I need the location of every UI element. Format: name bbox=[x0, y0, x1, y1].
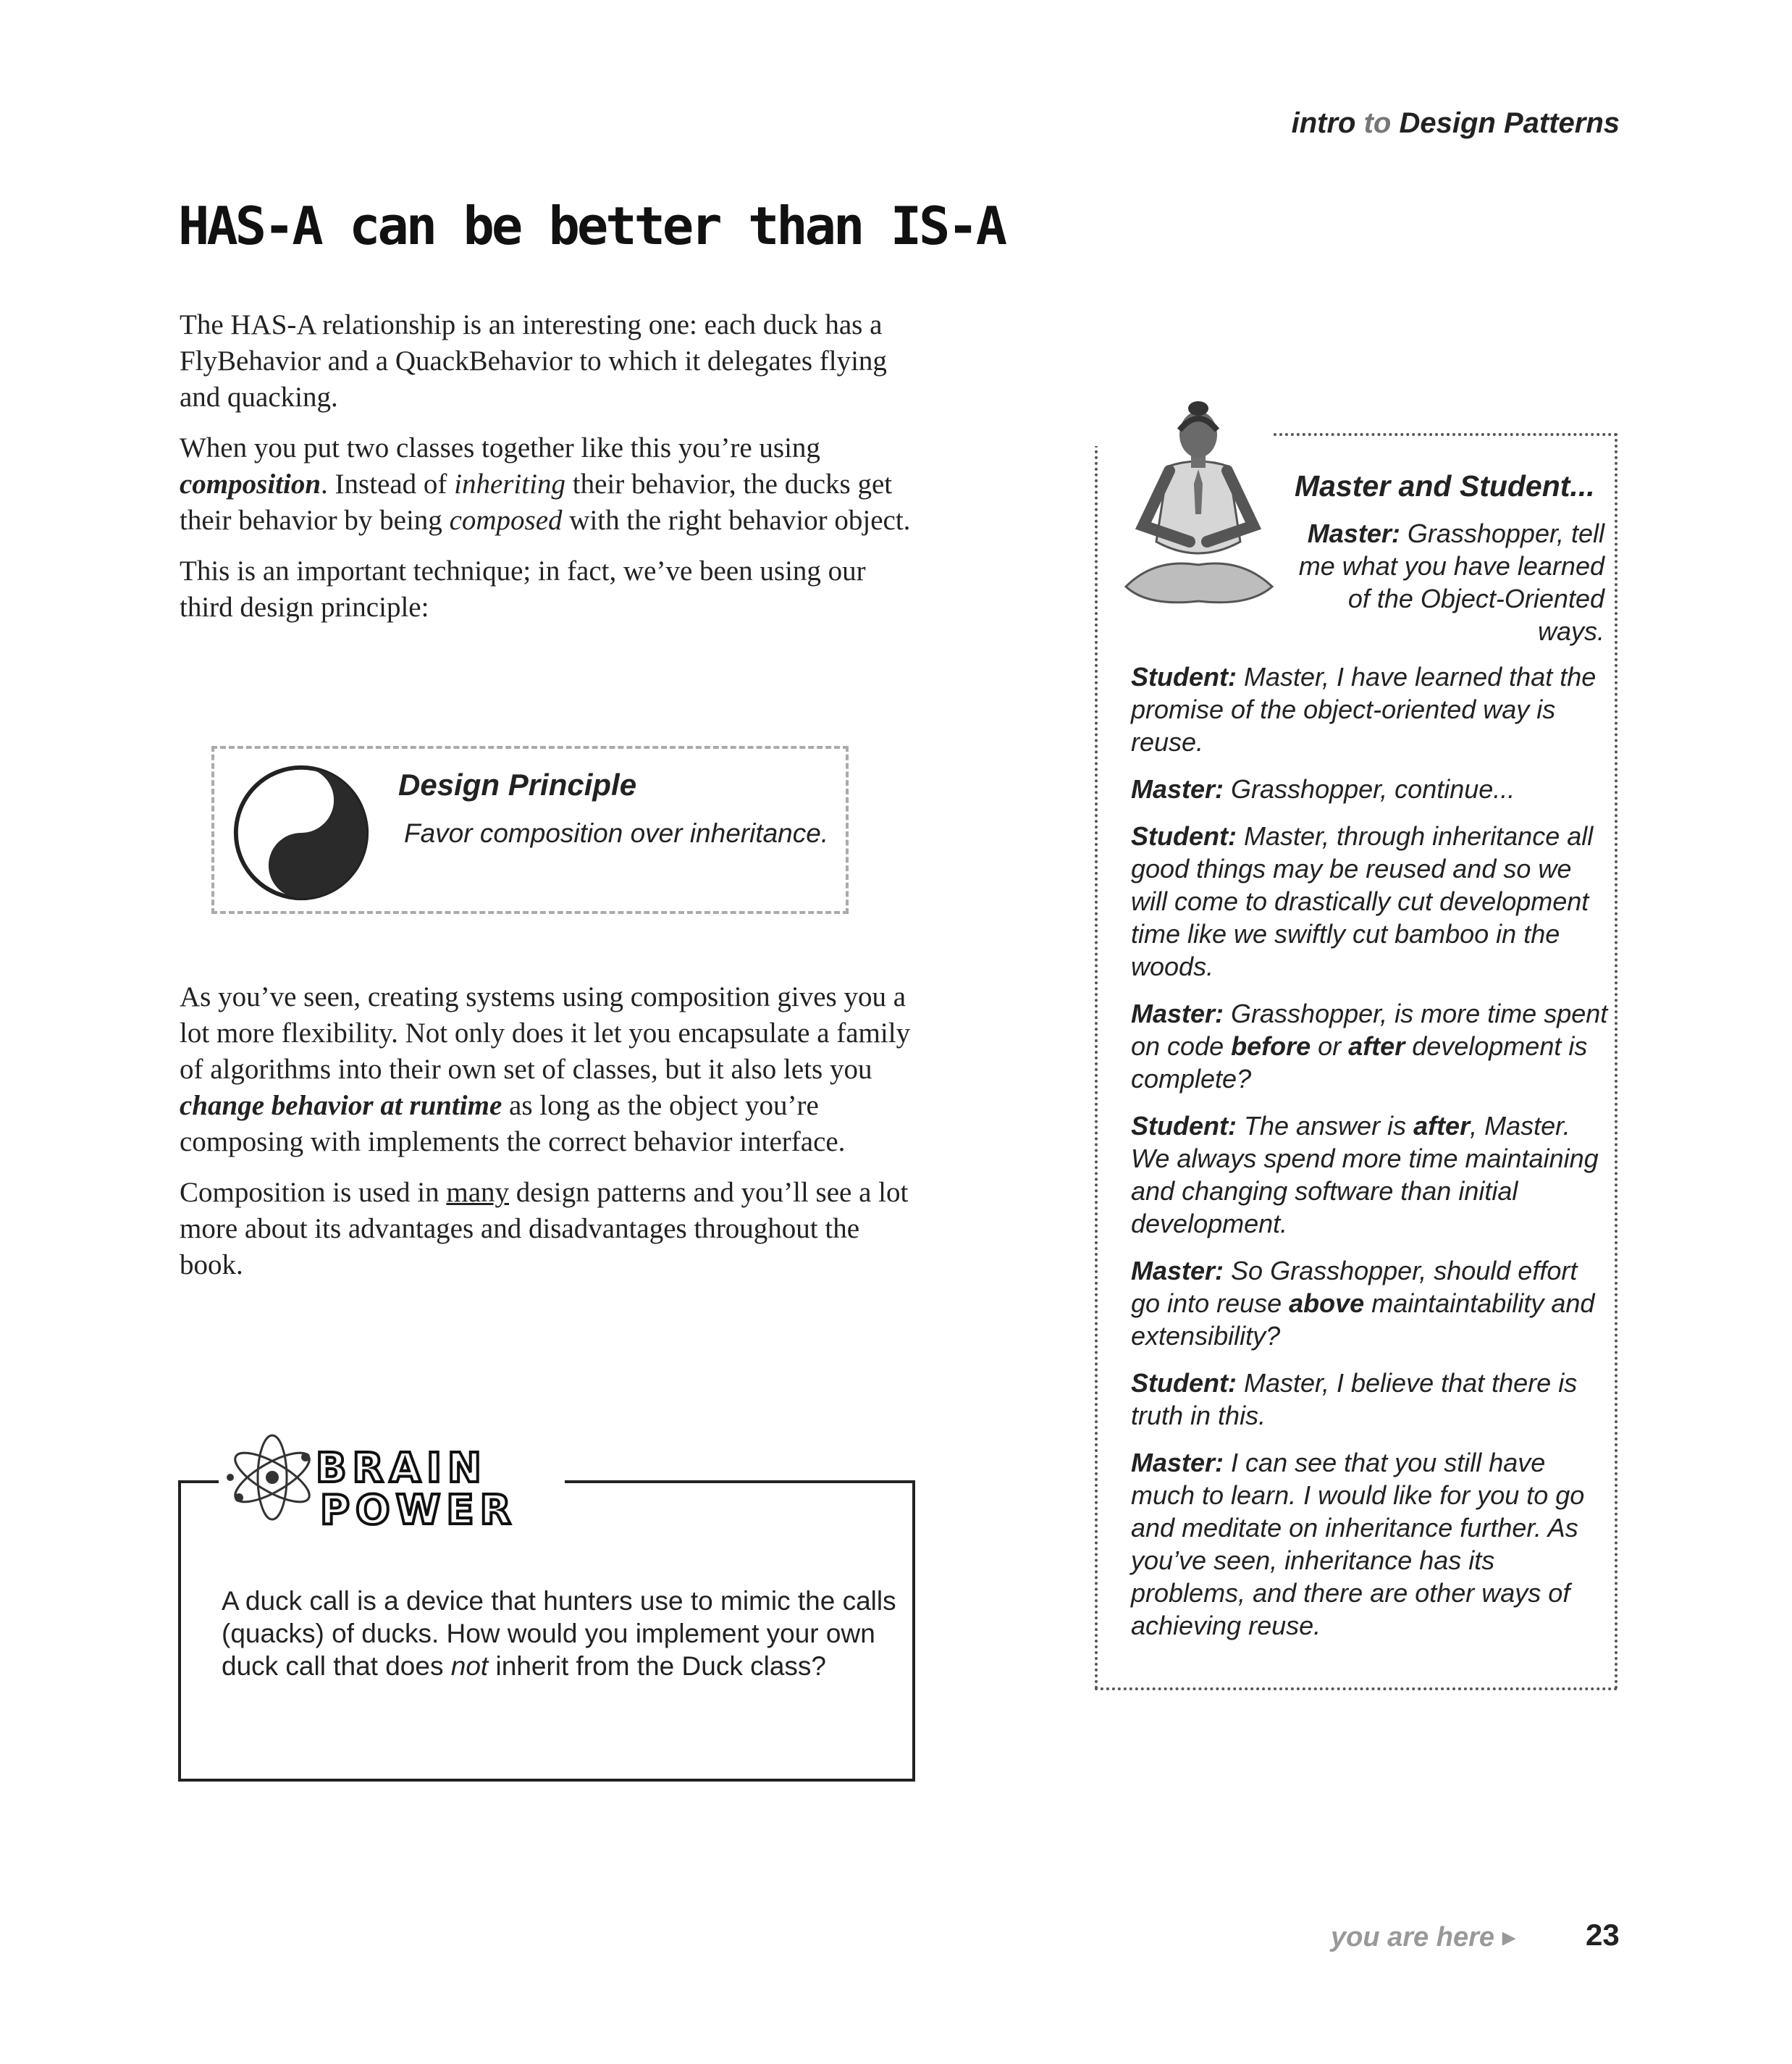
speaker-student: Student: bbox=[1131, 1111, 1237, 1141]
brain-power-text-a: A duck call is a device that hunters use to mimic the calls (quacks) of ducks. How would you implement your own duck call that does bbox=[222, 1586, 896, 1681]
intro-p2-text-g: with the right behavior object. bbox=[562, 505, 911, 536]
intro-paragraph-3: This is an important technique; in fact, we’ve been using our third design principle: bbox=[180, 555, 866, 623]
dialog-text: Grasshopper, continue... bbox=[1224, 774, 1515, 804]
body2-p1-text-a: As you’ve seen, creating systems using composition gives you a lot more flexibility. Not only does it let you encapsulate a family of algorithms into their own set of classes, but it also lets you bbox=[180, 981, 911, 1085]
dialog-text: , Master. We always spend more time maintaining and changing software than initial development. bbox=[1131, 1111, 1599, 1238]
intro-p2-composed: composed bbox=[449, 505, 563, 536]
master-student-title: Master and Student... bbox=[1295, 469, 1595, 503]
dialog-text: development is complete? bbox=[1131, 1031, 1588, 1094]
dialog-text: I can see that you still have much to learn. I would like for you to go and meditate on inheritance further. As you’ve seen, inheritance has its problems, and there are other ways of achieving reuse. bbox=[1131, 1448, 1585, 1640]
header-part-design-patterns: Design Patterns bbox=[1399, 107, 1620, 139]
dialog-line-7 bbox=[1131, 1367, 1609, 1432]
intro-text bbox=[180, 307, 918, 626]
speaker-student: Student: bbox=[1131, 1368, 1237, 1398]
dialog-emphasis-above: above bbox=[1289, 1288, 1365, 1318]
intro-p2-text-c: . Instead of bbox=[321, 469, 455, 500]
intro-p2-text-e: their behavior, the ducks get their behavior by being bbox=[180, 469, 893, 536]
speaker-student: Student: bbox=[1131, 821, 1237, 851]
intro-paragraph-2 bbox=[180, 430, 918, 539]
body2-p2-text-a: Composition is used in bbox=[180, 1177, 447, 1208]
dialog-text: or bbox=[1311, 1031, 1349, 1061]
dialog-line-1 bbox=[1131, 660, 1609, 758]
master-intro-line bbox=[1286, 517, 1604, 647]
intro-p2-text-a: When you put two classes together like this you’re using bbox=[180, 432, 820, 463]
brain-power-logo-line1: BRAIN bbox=[316, 1445, 487, 1492]
intro-p2-composition: composition bbox=[180, 469, 321, 500]
brain-power-question bbox=[222, 1585, 902, 1682]
running-header bbox=[1292, 107, 1620, 140]
arrow-right-icon: ▸ bbox=[1502, 1922, 1516, 1952]
dialog-text: The answer is bbox=[1236, 1111, 1414, 1141]
dialog-text: Master, I have learned that the promise of the object-oriented way is reuse. bbox=[1131, 662, 1597, 757]
atom-icon bbox=[227, 1435, 316, 1519]
body-text-2 bbox=[180, 979, 918, 1283]
dialog-line-4 bbox=[1131, 997, 1609, 1095]
speaker-master: Master: bbox=[1131, 1256, 1224, 1285]
dialog-emphasis-after: after bbox=[1348, 1031, 1405, 1061]
dialog-text: Master, I believe that there is truth in this. bbox=[1131, 1368, 1578, 1430]
dialog-text: maintaintability and extensibility? bbox=[1131, 1288, 1595, 1351]
body2-paragraph-2 bbox=[180, 1175, 918, 1283]
design-principle-title: Design Principle bbox=[398, 768, 637, 802]
body2-p2-many: many bbox=[446, 1177, 510, 1208]
master-student-dialog bbox=[1131, 660, 1609, 1656]
brain-power-text-not: not bbox=[450, 1651, 489, 1681]
dialog-line-6 bbox=[1131, 1254, 1609, 1352]
brain-power-logo-line2: POWER bbox=[320, 1487, 517, 1534]
intro-paragraph-1: The HAS-A relationship is an interesting one: each duck has a FlyBehavior and a QuackBehavior to which it delegates flying and quacking. bbox=[180, 309, 887, 413]
dialog-text: So Grasshopper, should effort go into reuse bbox=[1131, 1256, 1578, 1318]
brain-power-text-c: inherit from the Duck class? bbox=[488, 1651, 826, 1681]
dialog-line-3 bbox=[1131, 820, 1609, 983]
body2-p1-text-c: as long as the object you’re composing with implements the correct behavior interface. bbox=[180, 1090, 846, 1157]
design-principle-text: Favor composition over inheritance. bbox=[404, 818, 829, 848]
dialog-line-8 bbox=[1131, 1446, 1609, 1642]
header-part-intro: intro bbox=[1291, 107, 1356, 139]
page-number: 23 bbox=[1586, 1918, 1620, 1952]
dialog-line-5 bbox=[1131, 1109, 1609, 1240]
page-title: HAS-A can be better than IS-A bbox=[178, 196, 1005, 256]
speaker-master: Master: bbox=[1131, 1448, 1224, 1477]
meditating-master-figure bbox=[1111, 397, 1285, 614]
header-part-to: to bbox=[1363, 107, 1392, 139]
dialog-text: Master, through inheritance all good things may be reused and so we will come to drastically cut development time like we swiftly cut bamboo in the woods. bbox=[1131, 821, 1594, 981]
dialog-line-2 bbox=[1131, 773, 1609, 805]
speaker-master: Master: bbox=[1307, 519, 1400, 548]
speaker-master: Master: bbox=[1131, 774, 1224, 804]
dialog-text: Grasshopper, tell me what you have learned of the Object-Oriented ways. bbox=[1298, 519, 1604, 646]
yin-yang-icon bbox=[230, 762, 372, 904]
footer-you-are-here-text: you are here bbox=[1331, 1922, 1494, 1952]
speaker-student: Student: bbox=[1131, 662, 1237, 692]
footer-you-are-here bbox=[1331, 1921, 1516, 1953]
dialog-emphasis-after: after bbox=[1413, 1111, 1471, 1141]
body2-p2-text-c: design patterns and you’ll see a lot more about its advantages and disadvantages throughout the book. bbox=[180, 1177, 909, 1280]
dialog-text: Grasshopper, is more time spent on code bbox=[1131, 999, 1608, 1061]
speaker-master: Master: bbox=[1131, 999, 1224, 1028]
dialog-emphasis-before: before bbox=[1231, 1031, 1311, 1061]
body2-paragraph-1 bbox=[180, 979, 918, 1160]
body2-p1-change-behavior: change behavior at runtime bbox=[180, 1090, 502, 1121]
intro-p2-inheriting: inheriting bbox=[454, 469, 565, 500]
